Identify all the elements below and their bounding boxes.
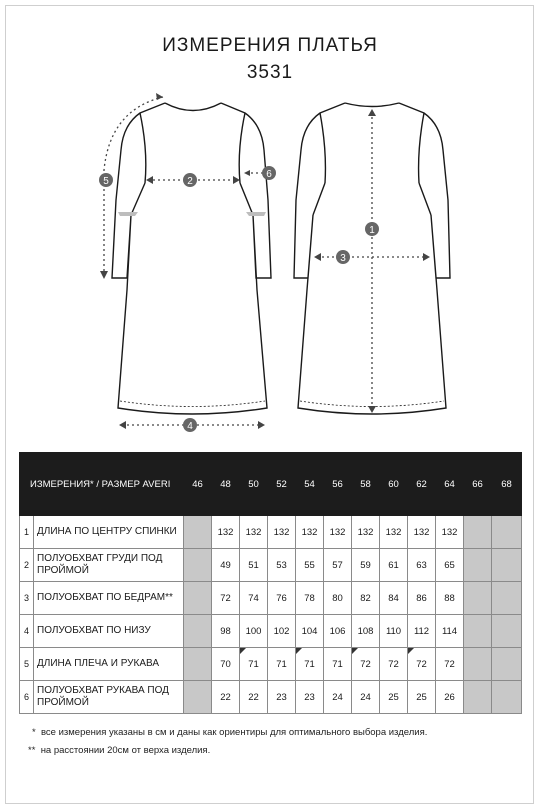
measurement-label: ПОЛУОБХВАТ РУКАВА ПОД ПРОЙМОЙ [34,681,184,714]
table-cell: 55 [296,549,324,582]
table-cell: 106 [324,615,352,648]
table-cell [492,582,522,615]
size-header: 46 [184,453,212,516]
table-cell [464,615,492,648]
footnote-text: на расстоянии 20см от верха изделия. [40,745,211,756]
marker-1 [365,222,379,236]
size-header: 60 [380,453,408,516]
front-side-left [131,183,145,215]
table-cell: 53 [268,549,296,582]
footnote-mark: ** [28,745,36,756]
table-cell: 132 [408,516,436,549]
table-cell: 70 [212,648,240,681]
table-cell: 71 [240,648,268,681]
table-cell: 51 [240,549,268,582]
table-cell: 76 [268,582,296,615]
table-cell: 132 [212,516,240,549]
table-cell: 104 [296,615,324,648]
table-cell: 132 [296,516,324,549]
table-cell [184,516,212,549]
size-header: 66 [464,453,492,516]
marker-6 [262,166,276,180]
arrow-6-left [244,170,250,176]
size-header: 62 [408,453,436,516]
table-cell [492,549,522,582]
front-armhole-right [239,113,245,183]
table-row [20,549,522,582]
header-label: ИЗМЕРЕНИЯ* / РАЗМЕР AVERI [20,453,184,516]
table-cell: 23 [296,681,324,714]
table-cell [464,516,492,549]
svg-text:3: 3 [340,253,346,264]
table-cell: 98 [212,615,240,648]
table-cell: 49 [212,549,240,582]
table-cell: 102 [268,615,296,648]
table-cell: 71 [268,648,296,681]
size-header: 56 [324,453,352,516]
table-row [20,681,522,714]
table-cell: 108 [352,615,380,648]
table-cell: 88 [436,582,464,615]
table-cell [464,648,492,681]
table-cell: 61 [380,549,408,582]
table-cell [184,681,212,714]
table-cell: 24 [352,681,380,714]
table-row [20,648,522,681]
measurement-label: ПОЛУОБХВАТ ГРУДИ ПОД ПРОЙМОЙ [34,549,184,582]
footnote-mark: * [32,727,36,738]
table-cell: 23 [268,681,296,714]
measurement-label: ПОЛУОБХВАТ ПО БЕДРАМ** [34,582,184,615]
table-cell: 132 [436,516,464,549]
dress-technical-drawing [0,85,540,445]
table-cell: 24 [324,681,352,714]
front-armhole-left [140,113,146,183]
arrow-1-bottom [368,406,376,413]
arrow-2-left [146,176,153,184]
arrow-5-bottom [100,271,108,279]
table-cell: 74 [240,582,268,615]
marker-3 [336,250,350,264]
table-row [20,516,522,549]
table-cell: 100 [240,615,268,648]
table-cell [464,681,492,714]
table-cell [184,582,212,615]
row-number: 1 [20,516,34,549]
front-body-outline [112,103,271,414]
measurements-table [19,452,522,714]
size-header: 48 [212,453,240,516]
arrow-4-right [258,421,265,429]
measurement-label: ПОЛУОБХВАТ ПО НИЗУ [34,615,184,648]
footnote-2 [28,745,210,756]
table-cell [492,648,522,681]
marker-2 [183,173,197,187]
row-number: 4 [20,615,34,648]
table-row [20,615,522,648]
table-cell: 26 [436,681,464,714]
table-cell: 72 [380,648,408,681]
front-hem-stitch [120,401,265,407]
table-cell: 132 [380,516,408,549]
table-cell: 72 [436,648,464,681]
row-number: 3 [20,582,34,615]
table-cell: 112 [408,615,436,648]
marker-4 [183,418,197,432]
table-cell: 71 [324,648,352,681]
svg-text:4: 4 [187,421,193,432]
footnote-1 [32,727,427,738]
svg-text:1: 1 [369,225,375,236]
measurement-label: ДЛИНА ПО ЦЕНТРУ СПИНКИ [34,516,184,549]
table-cell: 132 [352,516,380,549]
arrow-4-left [119,421,126,429]
table-cell: 57 [324,549,352,582]
table-cell: 132 [240,516,268,549]
table-cell [184,549,212,582]
size-header: 52 [268,453,296,516]
arrow-3-left [314,253,321,261]
size-header: 54 [296,453,324,516]
front-neckline [165,103,221,111]
marker-5 [99,173,113,187]
table-header-row [20,453,522,516]
pocket-right [246,212,266,216]
arrow-3-right [423,253,430,261]
table-cell: 80 [324,582,352,615]
table-row [20,582,522,615]
back-side-right [419,183,431,215]
table-cell: 114 [436,615,464,648]
model-number: 3531 [246,62,294,83]
table-cell: 22 [240,681,268,714]
page-title: ИЗМЕРЕНИЯ ПЛАТЬЯ [162,35,378,56]
table-cell [492,615,522,648]
table-cell: 72 [352,648,380,681]
svg-text:2: 2 [187,176,193,187]
table-cell: 63 [408,549,436,582]
arrow-5-top [156,93,163,100]
table-cell: 72 [212,582,240,615]
table-cell [464,582,492,615]
footnote-text: все измерения указаны в см и даны как ориентиры для оптимального выбора изделия. [40,727,428,738]
table-cell: 65 [436,549,464,582]
table-cell [492,681,522,714]
table-cell: 59 [352,549,380,582]
table-cell [492,516,522,549]
table-cell: 82 [352,582,380,615]
table-cell: 25 [380,681,408,714]
table-cell: 25 [408,681,436,714]
table-cell [184,615,212,648]
table-cell: 110 [380,615,408,648]
row-number: 6 [20,681,34,714]
arrow-1-top [368,109,376,116]
pocket-left [118,212,138,216]
table-cell: 71 [296,648,324,681]
back-side-left [313,183,325,215]
row-number: 2 [20,549,34,582]
size-header: 58 [352,453,380,516]
row-number: 5 [20,648,34,681]
back-armhole-right [419,113,424,183]
table-cell [184,648,212,681]
svg-text:5: 5 [103,176,109,187]
measurement-label: ДЛИНА ПЛЕЧА И РУКАВА [34,648,184,681]
table-cell: 84 [380,582,408,615]
table-cell: 132 [268,516,296,549]
table-cell: 22 [212,681,240,714]
size-header: 68 [492,453,522,516]
size-header: 50 [240,453,268,516]
table-cell: 72 [408,648,436,681]
table-cell: 132 [324,516,352,549]
svg-text:6: 6 [266,169,272,180]
back-armhole-left [320,113,325,183]
front-side-right [240,183,253,215]
size-header: 64 [436,453,464,516]
back-neckline [345,103,399,107]
table-cell: 86 [408,582,436,615]
table-cell: 78 [296,582,324,615]
table-cell [464,549,492,582]
